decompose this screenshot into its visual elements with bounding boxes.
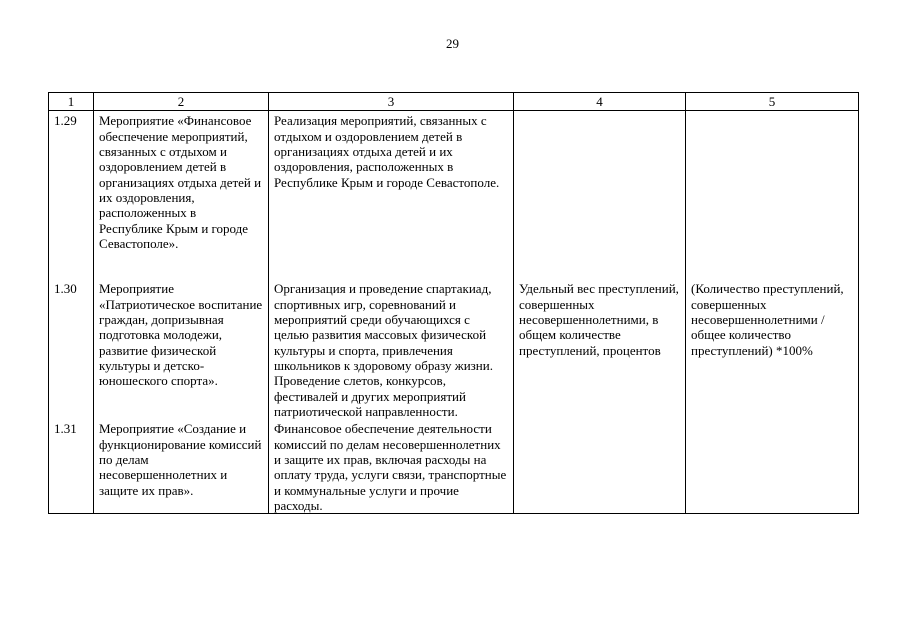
indicator-cell: Удельный вес преступлений, совершенных несовершеннолетними, в общем количестве преступлений, процентов xyxy=(514,279,686,419)
formula-cell xyxy=(686,419,859,513)
activity-cell: Мероприятие «Патриотическое воспитание граждан, допризывная подготовка молодежи, развитие физической культуры и детско-юношеского спорта». xyxy=(94,279,269,419)
table-header-row xyxy=(49,93,859,111)
formula-cell xyxy=(686,111,859,279)
row-number-cell: 1.30 xyxy=(49,279,94,419)
measures-table xyxy=(48,92,859,514)
indicator-cell xyxy=(514,111,686,279)
table-row-1-30 xyxy=(49,279,859,419)
column-header-5: 5 xyxy=(686,93,859,111)
description-cell: Финансовое обеспечение деятельности комиссий по делам несовершеннолетних и защите их прав, включая расходы на оплату труда, услуги связи, транспортные и коммунальные услуги и прочие расходы. xyxy=(269,419,514,513)
column-header-4: 4 xyxy=(514,93,686,111)
column-header-1: 1 xyxy=(49,93,94,111)
row-number-cell: 1.31 xyxy=(49,419,94,513)
table-row-1-29 xyxy=(49,111,859,279)
indicator-cell xyxy=(514,419,686,513)
description-cell: Реализация мероприятий, связанных с отдыхом и оздоровлением детей в организациях отдыха детей и их оздоровления, расположенных в Республике Крым и городе Севастополе. xyxy=(269,111,514,279)
row-number-cell: 1.29 xyxy=(49,111,94,279)
activity-cell: Мероприятие «Создание и функционирование комиссий по делам несовершеннолетних и защите их прав». xyxy=(94,419,269,513)
table-row-1-31 xyxy=(49,419,859,513)
column-header-3: 3 xyxy=(269,93,514,111)
column-header-2: 2 xyxy=(94,93,269,111)
formula-cell: (Количество преступлений, совершенных несовершеннолетними / общее количество преступлений) *100% xyxy=(686,279,859,419)
description-cell: Организация и проведение спартакиад, спортивных игр, соревнований и мероприятий среди обучающихся с целью развития массовых физической культуры и спорта, привлечения школьников к здоровому образу жизни. Проведение слетов, конкурсов, фестивалей и других мероприятий патриотической направленности. xyxy=(269,279,514,419)
activity-cell: Мероприятие «Финансовое обеспечение мероприятий, связанных с отдыхом и оздоровлением детей в организациях отдыха детей и их оздоровления, расположенных в Республике Крым и городе Севастополе». xyxy=(94,111,269,279)
page-number: 29 xyxy=(446,36,459,51)
